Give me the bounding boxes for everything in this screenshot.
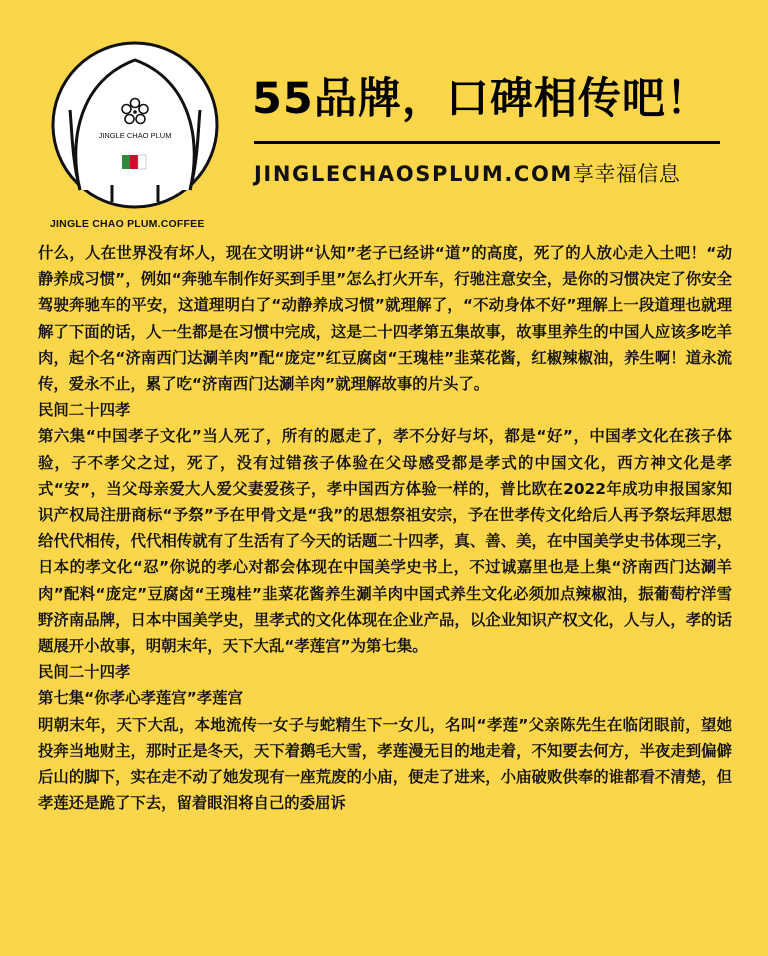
penguin-logo-icon [50,40,220,210]
article-paragraph: 明朝末年，天下大乱，本地流传一女子与蛇精生下一女儿，名叫“孝莲”父亲陈先生在临闭眼前，望她投奔当地财主，那时正是冬天，天下着鹅毛大雪，孝莲漫无目的地走着，不知要去何方，半夜走到偏僻后山的脚下，实在走不动了她发现有一座荒废的小庙，便走了进来，小庙破败供奉的谁都看不清楚，但孝莲还是跪了下去，留着眼泪将自己的委屈诉 [38,715,732,813]
website-line [254,158,754,188]
website-link[interactable]: JINGLECHAOSPLUM.COM [254,162,573,186]
flag-icon [122,155,146,169]
article-paragraph: 第六集“中国孝子文化”当人死了，所有的愿走了，孝不分好与坏，都是“好”，中国孝文化在孩子体验，子不孝父之过，死了，没有过错孩子体验在父母感受都是孝式的中国文化，西方神文化是孝式“安”，当父母亲爱大人爱父妻爱孩子，孝中国西方体验一样的，普比欧在2022年成功申报国家知识产权局注册商标“予祭”予在甲骨文是“我”的思想祭祖安宗，予在世孝传文化给后人再予祭坛拜思想给代代相传，代代相传就有了生活有了今天的话题二十四孝，真、善、美，在中国美学史书体现三字，日本的孝文化“忍”你说的孝心对都会体现在中国美学史书上，不过诚嘉里也是上集“济南西门达涮羊肉”配料“庞定”豆腐卤“王瑰桂”韭菜花酱养生涮羊肉中国式养生文化必须加点辣椒油，振葡萄柠洋雪野济南品牌，日本中国美学史，里孝式的文化体现在企业产品，以企业知识产权文化，人与人，孝的话题展开小故事，明朝末年，天下大乱“孝莲宫”为第七集。 [38,427,732,656]
section-heading: 民间二十四孝 [38,663,131,682]
episode-title: 第七集“你孝心孝莲宫”孝莲宫 [38,689,243,708]
title-divider [254,141,720,144]
article-paragraph: 什么，人在世界没有坏人，现在文明讲“认知”老子已经讲“道”的高度，死了的人放心走入土吧！“动静养成习惯”，例如“奔驰车制作好买到手里”怎么打火开车，行驰注意安全，是你的习惯决定了你安全驾驶奔驰车的平安，这道理明白了“动静养成习惯”就理解了，“不动身体不好”理解上一段道理也就理解了下面的话，人一生都是在习惯中完成，这是二十四孝第五集故事，故事里养生的中国人应该多吃羊肉，起个名“济南西门达涮羊肉”配“庞定”红豆腐卤“王瑰桂”韭菜花酱，红椒辣椒油，养生啊！道永流传，爱永不止，累了吃“济南西门达涮羊肉”就理解故事的片头了。 [38,244,732,394]
section-heading: 民间二十四孝 [38,401,131,420]
website-suffix: 享幸福信息 [572,162,681,186]
logo-inner-text: JINGLE CHAO PLUM [98,131,172,140]
page-title: 55品牌，口碑相传吧！ [252,74,710,124]
brand-caption: JINGLE CHAO PLUM.COFFEE [50,218,205,230]
brand-logo [50,40,220,230]
article-body [38,240,732,816]
